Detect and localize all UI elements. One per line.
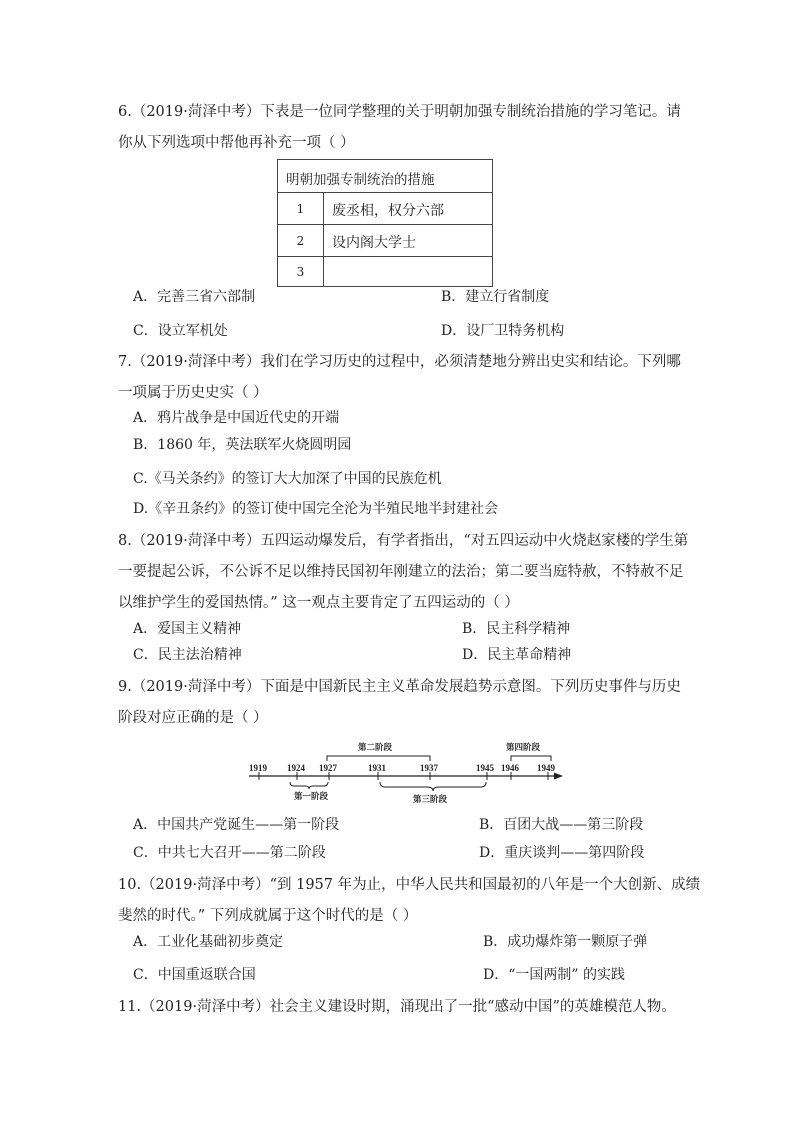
- q6-stem-line1: 6.（2019·菏泽中考）下表是一位同学整理的关于明朝加强专制统治措施的学习笔记。请: [118, 104, 681, 120]
- year-1937: 1937: [420, 763, 438, 773]
- q6-option-c[interactable]: C．设立军机处: [133, 323, 228, 339]
- row-number: 3: [278, 257, 324, 286]
- timeline-arrow: [554, 773, 563, 780]
- q8-option-c[interactable]: C．民主法治精神: [133, 647, 242, 663]
- q10-option-d[interactable]: D．“一国两制” 的实践: [483, 967, 625, 983]
- table-header: [278, 160, 492, 192]
- q9-option-c[interactable]: C．中共七大召开——第二阶段: [133, 845, 326, 861]
- stage2-bracket: [327, 756, 430, 761]
- year-1931: 1931: [368, 763, 386, 773]
- year-1949: 1949: [537, 763, 555, 773]
- row-number: 2: [278, 225, 324, 256]
- table-row: [278, 192, 492, 224]
- q10-option-c[interactable]: C．中国重返联合国: [133, 967, 256, 983]
- stage1-brace: [290, 782, 328, 789]
- q7-option-b[interactable]: B．1860 年，英法联军火烧圆明园: [133, 437, 352, 453]
- q8-stem-line2: 一要提起公诉，不公诉不足以维持民国初年刚建立的法治；第二要当庭特赦，不特赦不足: [118, 564, 684, 580]
- year-1945: 1945: [476, 763, 494, 773]
- q7-stem-line1: 7.（2019·菏泽中考）我们在学习历史的过程中，必须清楚地分辨出史实和结论。下列哪: [118, 354, 681, 370]
- year-1946: 1946: [501, 763, 519, 773]
- q10-stem-line2: 斐然的时代。” 下列成就属于这个时代的是（ ）: [118, 908, 418, 924]
- q10-option-b[interactable]: B．成功爆炸第一颗原子弹: [483, 934, 648, 950]
- q8-option-a[interactable]: A．爱国主义精神: [133, 621, 242, 637]
- q6-option-d[interactable]: D．设厂卫特务机构: [441, 323, 565, 339]
- stage3-brace: [380, 782, 486, 791]
- stage1-label: 第一阶段: [294, 792, 329, 802]
- table-header-text: 明朝加强专制统治的措施: [286, 172, 435, 188]
- q9-option-d[interactable]: D．重庆谈判——第四阶段: [479, 845, 645, 861]
- year-1919: 1919: [249, 763, 267, 773]
- q10-option-a[interactable]: A．工业化基础初步奠定: [133, 934, 284, 950]
- q7-option-c[interactable]: C.《马关条约》的签订大大加深了中国的民族危机: [133, 471, 442, 487]
- q7-stem-line2: 一项属于历史史实（ ）: [118, 385, 268, 401]
- q7-option-d[interactable]: D.《辛丑条约》的签订使中国完全沦为半殖民地半封建社会: [133, 501, 499, 517]
- revolution-timeline: [247, 736, 565, 808]
- q6-option-b[interactable]: B．建立行省制度: [441, 289, 550, 305]
- q8-option-d[interactable]: D．民主革命精神: [462, 647, 572, 663]
- q10-stem-line1: 10.（2019·菏泽中考）“到 1957 年为止，中华人民共和国最初的八年是一个大创新、成绩: [118, 877, 701, 893]
- row-text: 设内阁大学士: [332, 235, 416, 251]
- q6-stem-line2: 你从下列选项中帮他再补充一项（ ）: [118, 135, 355, 151]
- year-1924: 1924: [287, 763, 305, 773]
- row-number: 1: [278, 193, 324, 224]
- stage2-label: 第二阶段: [358, 743, 393, 753]
- q9-stem-line1: 9.（2019·菏泽中考）下面是中国新民主主义革命发展趋势示意图。下列历史事件与历史: [118, 679, 681, 695]
- q8-option-b[interactable]: B．民主科学精神: [462, 621, 571, 637]
- q8-stem-line3: 以维护学生的爱国热情。” 这一观点主要肯定了五四运动的（ ）: [118, 595, 519, 611]
- year-1927: 1927: [319, 763, 337, 773]
- q6-table: [277, 159, 493, 287]
- q7-option-a[interactable]: A．鸦片战争是中国近代史的开端: [133, 410, 340, 426]
- row-text: 废丞相，权分六部: [332, 203, 444, 219]
- stage4-bracket: [511, 756, 551, 761]
- table-row: [278, 256, 492, 286]
- q9-option-b[interactable]: B．百团大战——第三阶段: [479, 817, 644, 833]
- stage4-label: 第四阶段: [506, 743, 541, 753]
- q8-stem-line1: 8.（2019·菏泽中考）五四运动爆发后，有学者指出，“对五四运动中火烧赵家楼的学生第: [118, 533, 689, 549]
- q6-option-a[interactable]: A．完善三省六部制: [133, 289, 256, 305]
- q9-stem-line2: 阶段对应正确的是（ ）: [118, 710, 268, 726]
- q11-stem-line1: 11.（2019·菏泽中考）社会主义建设时期，涌现出了一批“感动中国”的英雄模范人物。: [118, 999, 676, 1015]
- q9-option-a[interactable]: A．中国共产党诞生——第一阶段: [133, 817, 340, 833]
- table-row: [278, 224, 492, 256]
- stage3-label: 第三阶段: [413, 795, 448, 805]
